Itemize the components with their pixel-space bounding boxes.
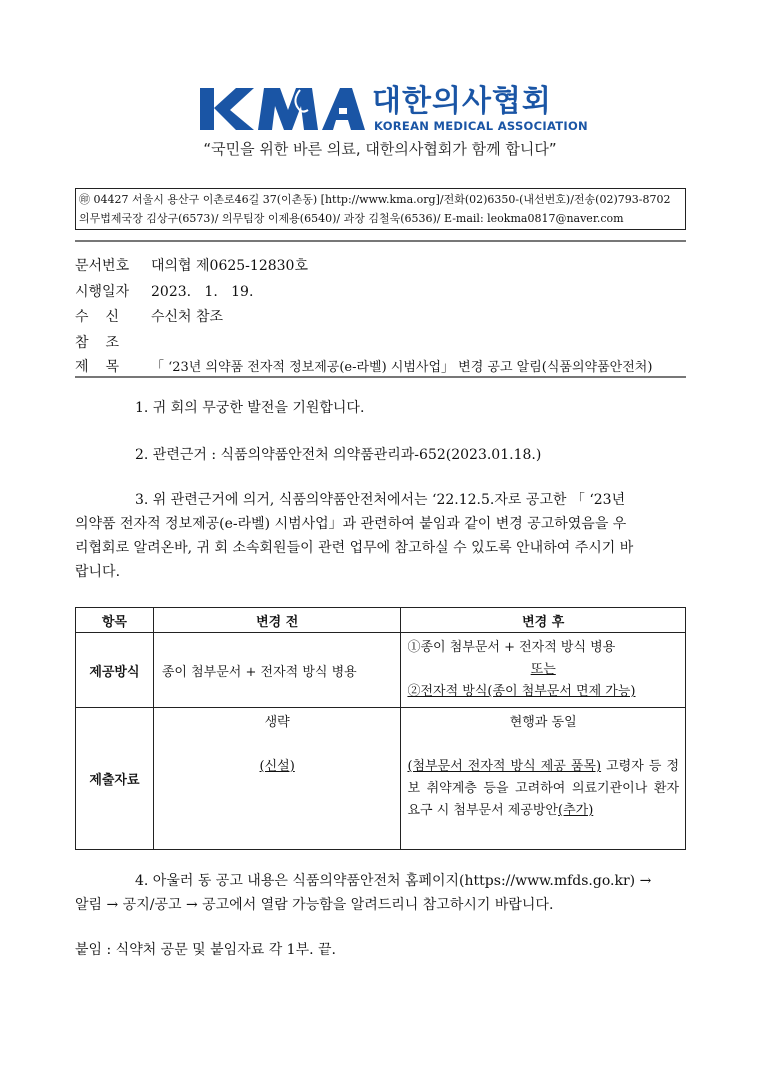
paragraph-1: 1. 귀 회의 무궁한 발전을 기원합니다.	[135, 400, 365, 416]
row2-before	[153, 708, 401, 850]
header-after: 변경 후	[401, 608, 686, 633]
subject-label-a: 제	[75, 359, 89, 375]
recipient-label-b: 신	[105, 309, 119, 325]
paragraph-4-line-1: 4. 아울러 동 공고 내용은 식품의약품안전처 홈페이지(https://www.mfds.go.kr) →	[135, 873, 652, 889]
recipient-row	[75, 307, 695, 327]
paragraph-2: 2. 관련근거 : 식품의약품안전처 의약품관리과-652(2023.01.18.)	[135, 447, 542, 463]
date-label: 시행일자	[75, 284, 130, 300]
divider	[75, 240, 686, 242]
doc-number-value: 대의협 제0625-12830호	[151, 258, 308, 274]
slogan: “국민을 위한 바른 의료, 대한의사협회가 함께 합니다”	[203, 140, 557, 158]
doc-number-label: 문서번호	[75, 258, 130, 274]
kma-logo	[200, 86, 365, 132]
change-comparison-table	[75, 607, 686, 850]
reference-label-a: 참	[75, 335, 89, 351]
paragraph-3-line-4: 랍니다.	[75, 564, 121, 580]
date-row	[75, 282, 695, 302]
row2-after-same: 현행과 동일	[509, 715, 577, 730]
row2-after	[401, 708, 686, 850]
contact-line-1: ㊞ 04427 서울시 용산구 이촌로46길 37(이촌동) [http://www.kma.org]/전화(02)6350-(내선번호)/전송(02)793-8702	[79, 193, 671, 206]
recipient-label-a: 수	[75, 309, 89, 325]
org-name-korean: 대한의사협회	[372, 84, 552, 119]
reference-row	[75, 333, 695, 353]
row1-before: 종이 첨부문서 + 전자적 방식 병용	[153, 633, 401, 708]
org-name-english: KOREAN MEDICAL ASSOCIATION	[374, 119, 588, 133]
paragraph-3-line-2: 의약품 전자적 정보제공(e-라벨) 시범사업」과 관련하여 붙임과 같이 변경 공고하였음을 우	[75, 516, 627, 532]
attachment-note: 붙임 : 식약처 공문 및 붙임자료 각 1부. 끝.	[75, 942, 336, 958]
row-label-materials: 제출자료	[76, 708, 154, 850]
row1-after-or: 또는	[530, 662, 556, 677]
subject-row	[75, 357, 695, 378]
row1-after-option-2: ②전자적 방식(종이 첨부문서 면제 가능)	[407, 684, 636, 699]
subject-value: 「 ‘23년 의약품 전자적 정보제공(e-라벨) 시범사업」 변경 공고 알림(식품의약품안전처)	[151, 360, 653, 375]
paragraph-4-line-2: 알림 → 공지/공고 → 공고에서 열람 가능함을 알려드리니 참고하시기 바랍니다.	[75, 897, 554, 913]
table-row	[76, 708, 686, 850]
paragraph-3-line-3: 리협회로 알려온바, 귀 회 소속회원들이 관련 업무에 참고하실 수 있도록 안내하여 주시기 바	[75, 540, 634, 556]
table-header-row	[76, 608, 686, 633]
row2-after-added: (추가)	[558, 803, 594, 818]
header-before: 변경 전	[153, 608, 401, 633]
reference-label-b: 조	[105, 335, 119, 351]
row2-after-target: (첨부문서 전자적 방식 제공 품목)	[407, 759, 602, 774]
row1-after	[401, 633, 686, 708]
contact-line-2: 의무법제국장 김상구(6573)/ 의무팀장 이제용(6540)/ 과장 김철욱(6536)/ E-mail: leokma0817@naver.com	[79, 212, 624, 225]
table-row	[76, 633, 686, 708]
row2-before-new: (신설)	[259, 759, 295, 774]
date-value: 2023. 1. 19.	[151, 284, 254, 300]
paragraph-3	[75, 488, 695, 584]
row-label-provision: 제공방식	[76, 633, 154, 708]
row2-before-omitted: 생략	[264, 715, 290, 730]
header-item: 항목	[76, 608, 154, 633]
recipient-value: 수신처 참조	[151, 309, 224, 325]
contact-box	[75, 188, 686, 230]
subject-label-b: 목	[105, 359, 119, 375]
paragraph-4	[75, 869, 695, 917]
divider-2	[75, 376, 686, 378]
row1-after-option-1: ①종이 첨부문서 + 전자적 방식 병용	[407, 640, 616, 655]
row2-after-description: 고령자 등 정보 취약계층 등을 고려하여 의료기관이나 환자 요구 시 첨부문서 제공방안	[407, 759, 680, 818]
doc-number-row	[75, 256, 695, 276]
paragraph-3-line-1: 3. 위 관련근거에 의거, 식품의약품안전처에서는 ‘22.12.5.자로 공고한 「 ‘23년	[135, 492, 626, 508]
